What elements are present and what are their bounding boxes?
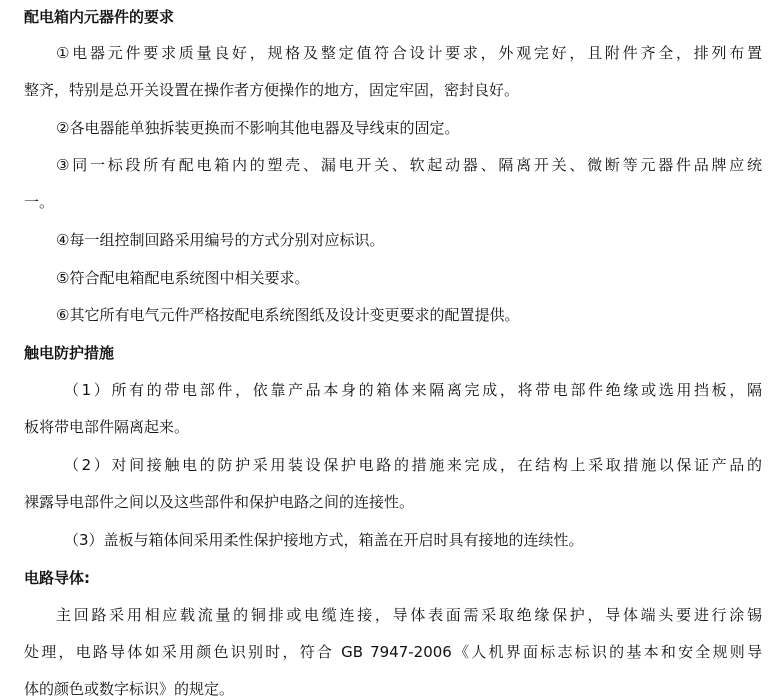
requirement-item-3-line-1: ③同一标段所有配电箱内的塑壳、漏电开关、软起动器、隔离开关、微断等元器件品牌应统 xyxy=(56,156,762,174)
protection-item-3: （3）盖板与箱体间采用柔性保护接地方式，箱盖在开启时具有接地的连续性。 xyxy=(64,531,584,549)
protection-item-2-line-2: 裸露导电部件之间以及这些部件和保护电路之间的连接性。 xyxy=(24,493,415,511)
section-heading-component-requirements: 配电箱内元器件的要求 xyxy=(24,8,175,26)
conductor-paragraph-line-2: 处理，电路导体如采用颜色识别时，符合 GB 7947-2006《人机界面标志标识的基本和安全规则导 xyxy=(24,643,762,661)
protection-item-2-line-1: （2）对间接触电的防护采用装设保护电路的措施来完成，在结构上采取措施以保证产品的 xyxy=(64,456,762,474)
requirement-item-4: ④每一组控制回路采用编号的方式分别对应标识。 xyxy=(56,231,385,249)
protection-item-1-line-1: （1）所有的带电部件，依靠产品本身的箱体来隔离完成，将带电部件绝缘或选用挡板，隔 xyxy=(64,381,762,399)
requirement-item-2: ②各电器能单独拆装更换而不影响其他电器及导线束的固定。 xyxy=(56,119,460,137)
section-heading-circuit-conductors: 电路导体: xyxy=(24,569,90,587)
requirement-item-3-line-2: 一。 xyxy=(24,193,55,211)
requirement-item-1-line-2: 整齐，特别是总开关设置在操作者方便操作的地方，固定牢固，密封良好。 xyxy=(24,81,520,99)
requirement-item-5: ⑤符合配电箱配电系统图中相关要求。 xyxy=(56,269,310,287)
requirement-item-1-line-1: ①电器元件要求质量良好，规格及整定值符合设计要求，外观完好，且附件齐全，排列布置 xyxy=(56,44,762,62)
protection-item-1-line-2: 板将带电部件隔离起来。 xyxy=(24,418,190,436)
conductor-paragraph-line-3: 体的颜色或数字标识》的规定。 xyxy=(24,680,235,698)
conductor-paragraph-line-1: 主回路采用相应载流量的铜排或电缆连接，导体表面需采取绝缘保护，导体端头要进行涂锡 xyxy=(56,606,762,624)
requirement-item-6: ⑥其它所有电气元件严格按配电系统图纸及设计变更要求的配置提供。 xyxy=(56,306,520,324)
section-heading-shock-protection: 触电防护措施 xyxy=(24,344,115,362)
